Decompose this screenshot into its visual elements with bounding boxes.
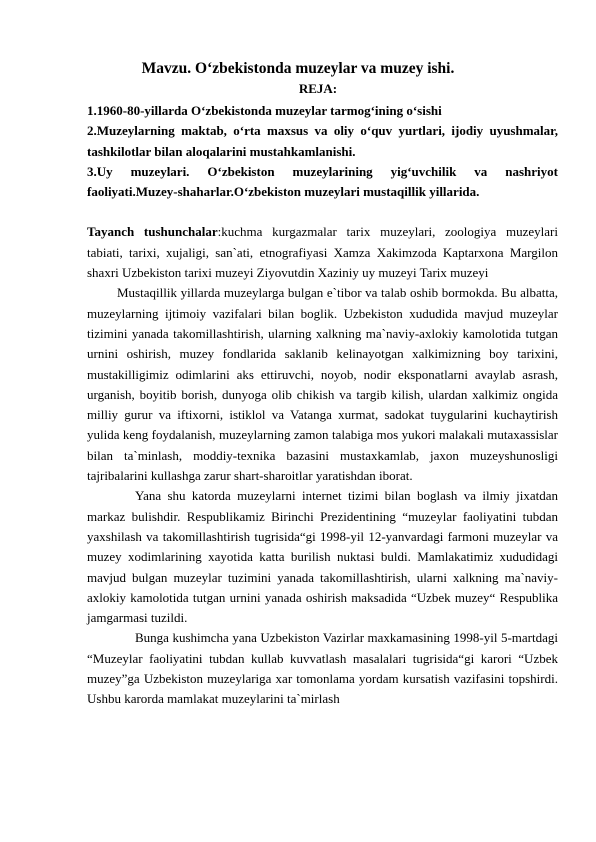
document-body — [87, 101, 558, 710]
plan-item: 1.1960-80-yillarda O‘zbekistonda muzeylar tarmog‘ining o‘sishi — [87, 103, 442, 118]
keywords-label: Tayanch tushunchalar — [87, 224, 218, 240]
document-title: Mavzu. O‘zbekistonda muzeylar va muzey ishi. — [141, 60, 455, 77]
spacer — [87, 202, 558, 222]
body-paragraph: Bunga kushimcha yana Uzbekiston Vazirlar maxkamasining 1998-yil 5-martdagi “Muzeylar faoliyatini tubdan kullab kuvvatlash masalalari tugrisida“gi karori “Uzbek muzey”ga Uzbekiston muzeylariga xar tomonlama yordam kursatish vazifasini topshirdi. Ushbu karorda mamlakat muzeylarini ta`mirlash — [87, 630, 558, 707]
plan-heading: REJA: — [298, 81, 338, 96]
keywords-paragraph — [87, 222, 558, 283]
body-paragraph: Yana shu katorda muzeylarni internet tizimi bilan boglash va ilmiy jixatdan markaz bulishdir. Respublikamiz Birinchi Prezidentining “muzeylar faoliyatini tubdan yaxshilash va takomillashtirish tugrisida“gi 1998-yil 12-yanvardagi farmoni muzeylar va muzey xodimlarining xayotida katta burilish nuktasi buldi. Mamlakatimiz xududidagi mavjud bulgan muzeylar tuzimini yanada takomillashtirish, ularni xalkning ma`naviy-axlokiy kamolotida tutgan urnini yanada oshirish maksadida “Uzbek muzey“ Respublika jamgarmasi tuzildi. — [87, 488, 558, 626]
plan-item: 3.Uy muzeylari. O‘zbekiston muzeylarining yig‘uvchilik va nashriyot faoliyati.Muzey-shaharlar.O‘zbekiston muzeylari mustaqillik yillarida. — [87, 163, 558, 200]
body-paragraph: Mustaqillik yillarda muzeylarga bulgan e`tibor va talab oshib bormokda. Bu albatta, muzeylarning ijtimoiy vazifalari bilan boglik. Uzbekiston xududida mavjud muzeylar tizimini yanada takomillashtirish, ularning xalkning ma`naviy-axlokiy kamolotida tutgan urnini oshirish, muzey fondlarida saklanib kelinayotgan xalkimizning boy tarixini, mustakilligimiz odimlarini aks ettiruvchi, noyob, nodir eksponatlarni avaylab asrash, urganish, boyitib borish, dunyoga olib chikish va targib kilish, ulardan xalkimiz ongida milliy gurur va iftixorni, istiklol va Vatanga xurmat, sadokat tuygularini kuchaytirish yulida keng foydalanish, muzeylarning zamon talabiga mos yukori malakali mutaxassislar bilan ta`minlash, moddiy-texnika bazasini mustaxkamlab, jaxon muzeyshunosligi tajribalarini kullashga zarur shart-sharoitlar yaratishdan iborat. — [87, 285, 558, 484]
plan-item: 2.Muzeylarning maktab, o‘rta maxsus va oliy o‘quv yurtlari, ijodiy uyushmalar, tashkilotlar bilan aloqalarini mustahkamlanishi. — [87, 123, 558, 159]
keywords-text: :kuchma kurgazmalar tarix muzeylari, zoologiya muzeylari tabiati, tarixi, xujaligi, san`ati, etnografiyasi Xamza Xakimzoda Kaptarxona Margilon shaxri Uzbekiston tarixi muzeyi Ziyovutdin Xaziniy uy muzeyi Tarix muzeyi — [87, 224, 558, 281]
plan-list — [87, 101, 558, 202]
